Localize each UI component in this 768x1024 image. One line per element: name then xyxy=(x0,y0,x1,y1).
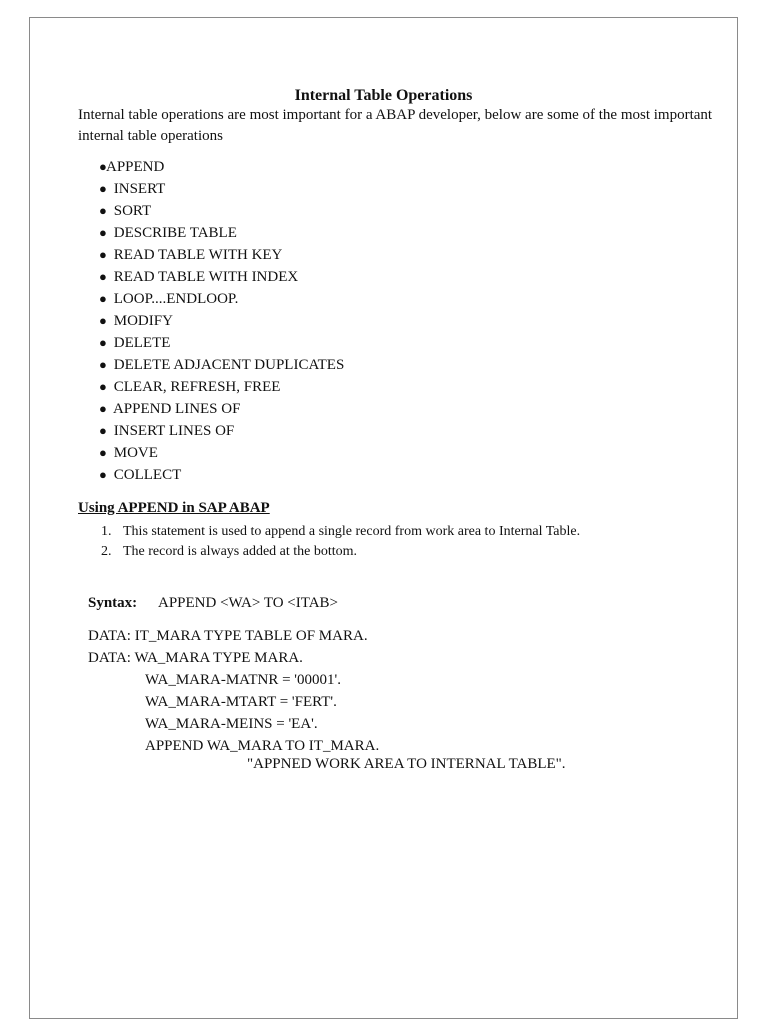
bullet-icon: ● xyxy=(99,467,107,482)
list-item: ●APPEND xyxy=(99,156,344,178)
operations-list xyxy=(99,156,344,486)
bullet-icon: ● xyxy=(99,225,107,240)
bullet-icon: ● xyxy=(99,313,107,328)
code-line: DATA: IT_MARA TYPE TABLE OF MARA. xyxy=(88,628,368,644)
bullet-icon: ● xyxy=(99,203,107,218)
document-page xyxy=(29,17,738,1019)
code-line: WA_MARA-MEINS = 'EA'. xyxy=(145,716,318,732)
list-item: ● DELETE xyxy=(99,332,344,354)
bullet-icon: ● xyxy=(99,445,107,460)
list-item: ● LOOP....ENDLOOP. xyxy=(99,288,344,310)
bullet-icon: ● xyxy=(99,401,107,416)
list-item: ● INSERT xyxy=(99,178,344,200)
list-item xyxy=(101,522,580,542)
syntax-text: APPEND <WA> TO <ITAB> xyxy=(158,595,339,611)
step-text: The record is always added at the bottom. xyxy=(123,544,358,559)
section-heading: Using APPEND in SAP ABAP xyxy=(78,500,270,516)
list-item: ● APPEND LINES OF xyxy=(99,398,344,420)
bullet-icon: ● xyxy=(99,335,107,350)
code-line: DATA: WA_MARA TYPE MARA. xyxy=(88,650,303,666)
list-item: ● READ TABLE WITH INDEX xyxy=(99,266,344,288)
code-line: WA_MARA-MATNR = '00001'. xyxy=(145,672,341,688)
step-number: 2. xyxy=(101,544,112,559)
list-item: ● COLLECT xyxy=(99,464,344,486)
bullet-icon: ● xyxy=(99,357,107,372)
bullet-icon: ● xyxy=(99,423,107,438)
bullet-icon: ● xyxy=(99,247,107,262)
list-item: ● DELETE ADJACENT DUPLICATES xyxy=(99,354,344,376)
list-item: ● CLEAR, REFRESH, FREE xyxy=(99,376,344,398)
list-item: ● READ TABLE WITH KEY xyxy=(99,244,344,266)
code-line: APPEND WA_MARA TO IT_MARA. xyxy=(145,738,380,754)
bullet-icon: ● xyxy=(99,269,107,284)
list-item: ● DESCRIBE TABLE xyxy=(99,222,344,244)
code-line: WA_MARA-MTART = 'FERT'. xyxy=(145,694,337,710)
syntax-label: Syntax: xyxy=(88,595,138,611)
steps-list xyxy=(101,522,580,562)
page-title: Internal Table Operations xyxy=(294,87,473,104)
step-text: This statement is used to append a single record from work area to Internal Table. xyxy=(123,524,581,539)
list-item: ● SORT xyxy=(99,200,344,222)
list-item xyxy=(101,542,580,562)
syntax-line xyxy=(88,593,338,614)
bullet-icon: ● xyxy=(99,379,107,394)
list-item: ● INSERT LINES OF xyxy=(99,420,344,442)
list-item: ● MODIFY xyxy=(99,310,344,332)
bullet-icon: ● xyxy=(99,291,107,306)
code-block xyxy=(88,625,566,771)
code-comment: "APPNED WORK AREA TO INTERNAL TABLE". xyxy=(247,756,566,772)
bullet-icon: ● xyxy=(99,159,107,174)
step-number: 1. xyxy=(101,524,112,539)
bullet-icon: ● xyxy=(99,181,107,196)
list-item: ● MOVE xyxy=(99,442,344,464)
intro-paragraph: Internal table operations are most important for a ABAP developer, below are some of the most important internal table operations xyxy=(78,107,713,144)
